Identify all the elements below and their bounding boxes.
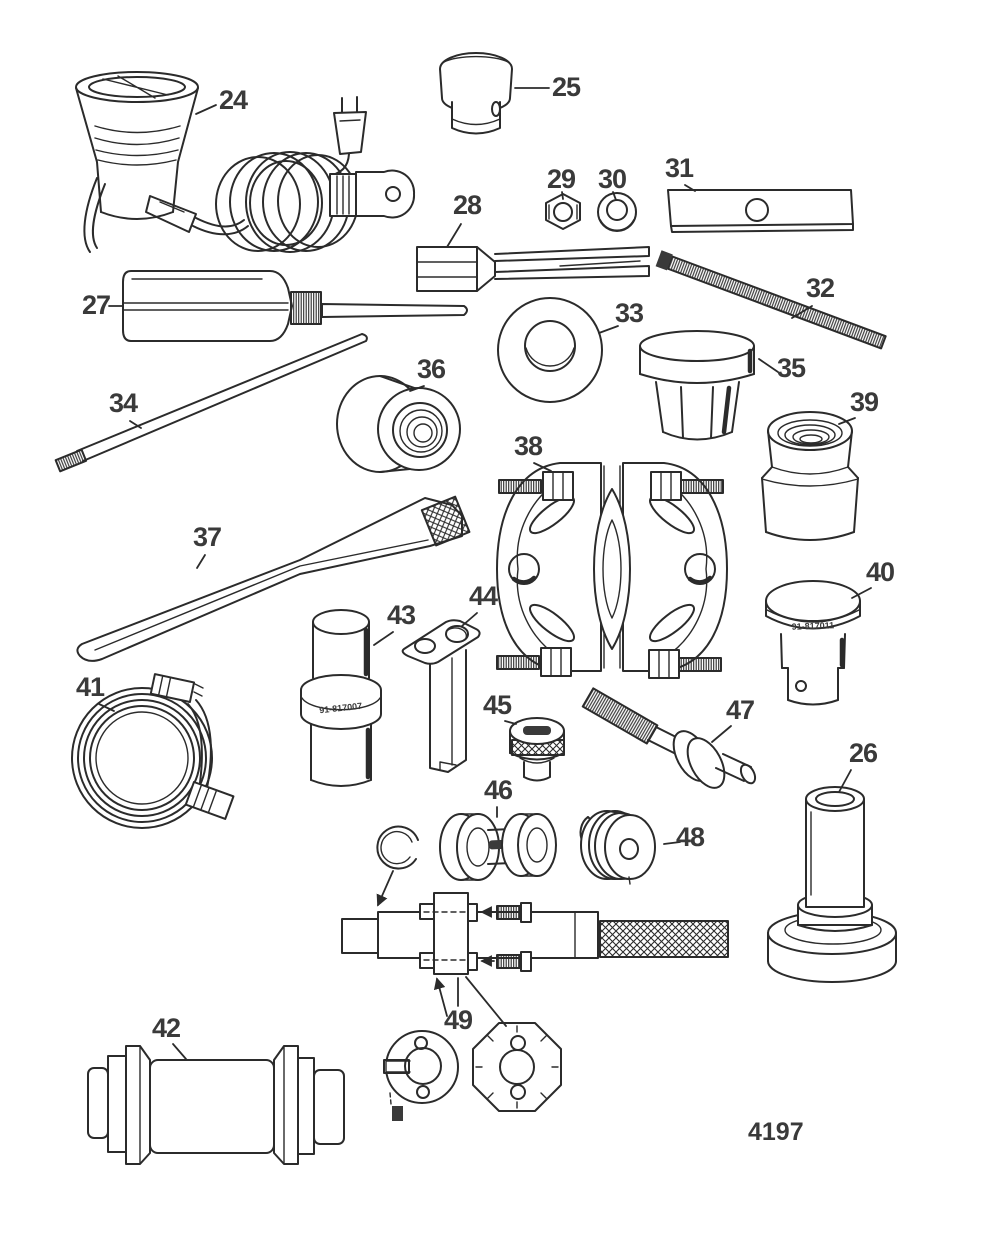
part-48-drum-disc bbox=[581, 811, 655, 884]
part-40-marking: 91-817011 bbox=[791, 620, 835, 632]
callout-40: 40 bbox=[865, 557, 895, 587]
part-35-plug bbox=[640, 331, 754, 440]
callout-48: 48 bbox=[675, 822, 705, 852]
callout-29: 29 bbox=[546, 164, 576, 194]
part-28-fork-tool bbox=[417, 247, 649, 291]
part-42-spool-drum bbox=[88, 1046, 344, 1164]
callout-24: 24 bbox=[218, 85, 248, 115]
callout-34: 34 bbox=[108, 388, 138, 418]
part-25-driver-head bbox=[440, 53, 512, 134]
callout-31: 31 bbox=[664, 153, 694, 183]
figure-number: 4197 bbox=[748, 1118, 804, 1146]
part-46-spool bbox=[440, 814, 556, 880]
callout-25: 25 bbox=[551, 72, 581, 102]
part-27-handle bbox=[123, 271, 467, 341]
callout-44: 44 bbox=[468, 581, 498, 611]
part-40-driver-head bbox=[766, 581, 860, 705]
callout-43: 43 bbox=[386, 600, 416, 630]
callout-30: 30 bbox=[597, 164, 627, 194]
callout-49: 49 bbox=[443, 1005, 473, 1035]
part-39-stepped-adapter bbox=[762, 412, 858, 540]
callout-42: 42 bbox=[151, 1013, 181, 1043]
part-36-adapter bbox=[337, 376, 460, 472]
callout-41: 41 bbox=[75, 672, 105, 702]
callout-26: 26 bbox=[848, 738, 878, 768]
part-26-bearing-driver bbox=[768, 787, 896, 982]
callout-45: 45 bbox=[482, 690, 512, 720]
part-38-bearing-separator bbox=[497, 463, 727, 678]
callout-28: 28 bbox=[452, 190, 482, 220]
part-34-rod bbox=[56, 334, 367, 471]
part-37-pry-bar bbox=[77, 497, 469, 661]
callout-38: 38 bbox=[513, 431, 543, 461]
callout-35: 35 bbox=[776, 353, 806, 383]
callout-32: 32 bbox=[805, 273, 835, 303]
callout-27: 27 bbox=[81, 290, 111, 320]
part-44-bracket-tube bbox=[403, 620, 480, 772]
callout-33: 33 bbox=[614, 298, 644, 328]
part-43-driver-cylinder bbox=[301, 610, 381, 786]
part-43-marking: 91-817007 bbox=[318, 700, 363, 716]
part-45-knurled-knob bbox=[510, 718, 564, 781]
part-33-spacer-ring bbox=[498, 298, 602, 402]
callout-37: 37 bbox=[192, 522, 222, 552]
part-30-washer bbox=[598, 193, 636, 231]
callout-46: 46 bbox=[483, 775, 513, 805]
part-31-plate-bar bbox=[668, 190, 853, 232]
callout-36: 36 bbox=[416, 354, 446, 384]
callout-47: 47 bbox=[725, 695, 755, 725]
callout-39: 39 bbox=[849, 387, 879, 417]
